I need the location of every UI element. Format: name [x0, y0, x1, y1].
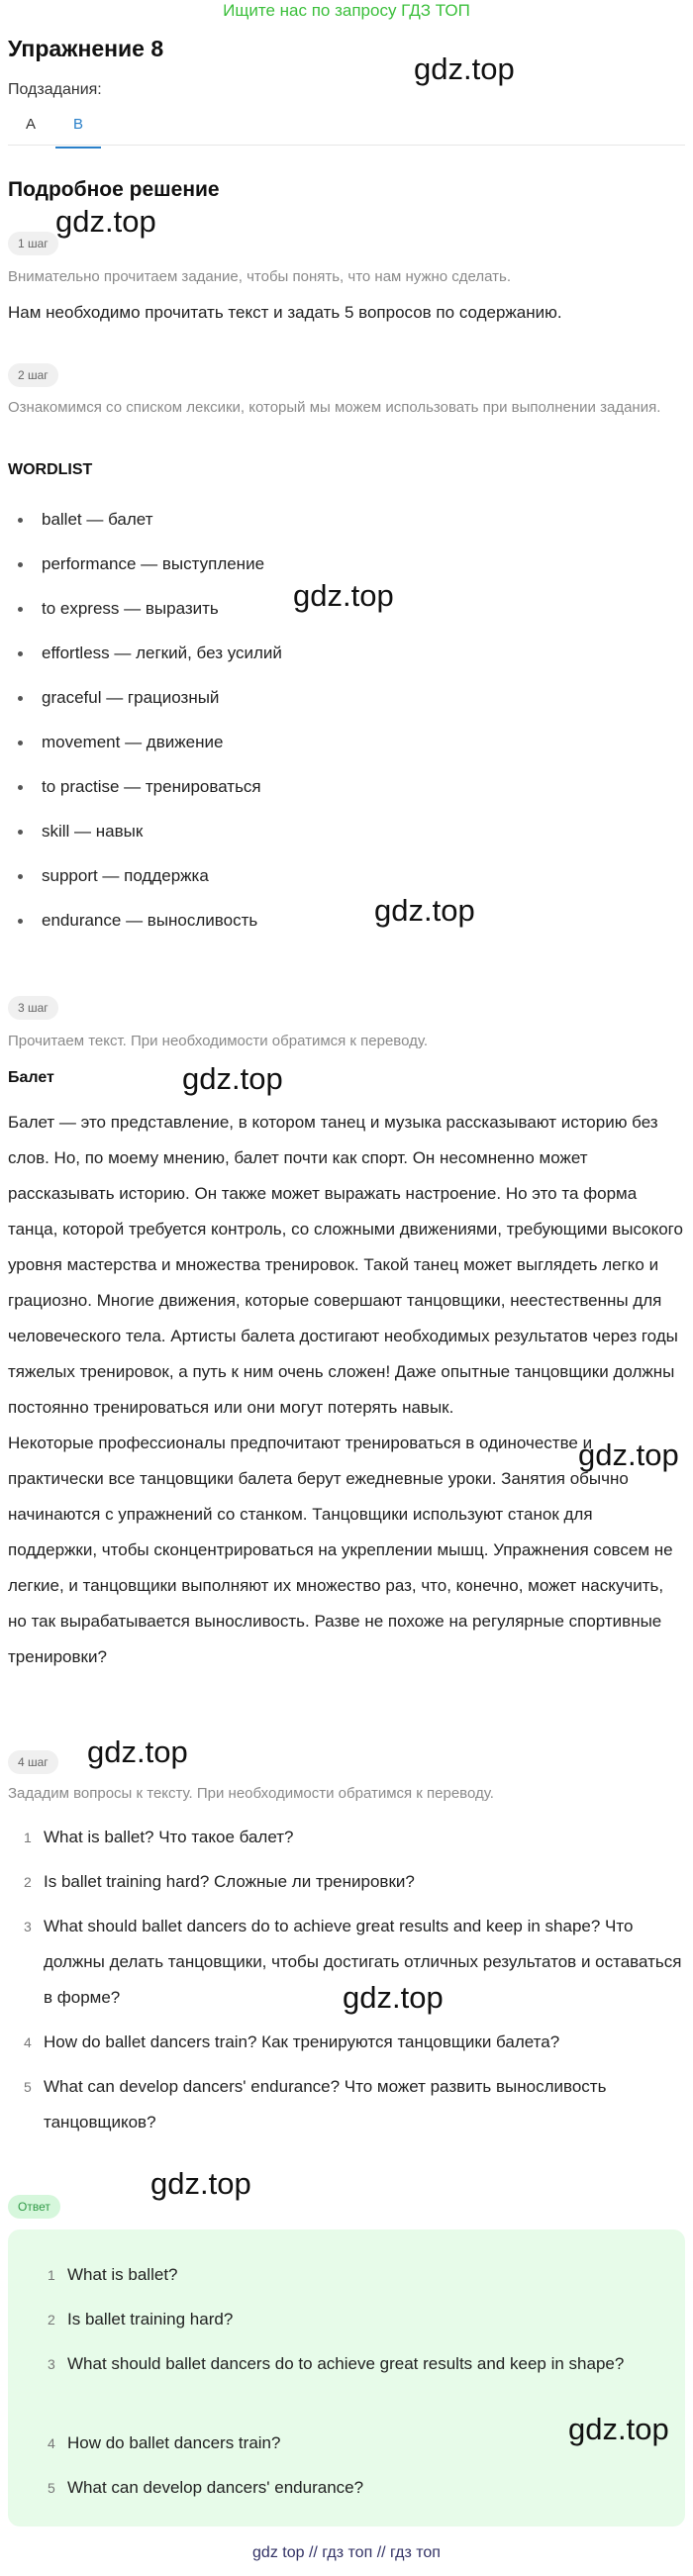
- wordlist-item: effortless — легкий, без усилий: [26, 641, 282, 666]
- bullet-icon: [18, 830, 23, 835]
- watermark: gdz.top: [578, 1437, 679, 1472]
- page-title: Упражнение 8: [8, 36, 164, 61]
- step-2-hint: Ознакомимся со списком лексики, который мы можем использовать при выполнении задания.: [8, 399, 661, 416]
- step-1-hint: Внимательно прочитаем задание, чтобы понять, что нам нужно сделать.: [8, 268, 512, 285]
- answer-item: 5 What can develop dancers' endurance?: [48, 2478, 364, 2497]
- tab-a[interactable]: A: [25, 116, 36, 133]
- step-4-badge: 4 шаг: [8, 1750, 58, 1774]
- question-item: 2 Is ballet training hard? Сложные ли тренировки?: [24, 1872, 415, 1891]
- top-banner[interactable]: Ищите нас по запросу ГДЗ ТОП: [223, 1, 470, 20]
- bullet-icon: [18, 607, 23, 612]
- wordlist-title: WORDLIST: [8, 461, 93, 478]
- answer-box: [8, 2229, 685, 2526]
- text-paragraph-2: Некоторые профессионалы предпочитают тренироваться в одиночестве и практически все танцовщики балета берут ежедневные уроки. Занятия обычно начинаются с упражнений со станком. Танцовщики используют станок для поддержки, чтобы сконцентрироваться на укреплении мышц. Упражнения совсем не легкие, и танцовщики выполняют их множество раз, что, конечно, может наскучить, но так вырабатывается выносливость. Разве не похоже на регулярные спортивные тренировки?: [8, 1434, 673, 1666]
- bullet-icon: [18, 785, 23, 790]
- bullet-icon: [18, 696, 23, 701]
- step-3-badge: 3 шаг: [8, 996, 58, 1020]
- step-1-text: Нам необходимо прочитать текст и задать 5 вопросов по содержанию.: [8, 303, 562, 322]
- answer-item: 3 What should ballet dancers do to achieve great results and keep in shape?: [48, 2354, 625, 2373]
- tab-b[interactable]: B: [55, 113, 101, 137]
- bullet-icon: [18, 874, 23, 879]
- question-item: 4 How do ballet dancers train? Как тренируются танцовщики балета?: [24, 2032, 560, 2051]
- watermark: gdz.top: [150, 2166, 251, 2201]
- text-paragraph-1: Балет — это представление, в котором танец и музыка рассказывают историю без слов. Но, по моему мнению, балет почти как спорт. Он несомненно может рассказывать историю. Он также может выражать настроение. Но это та форма танца, которой требуется контроль, со сложными движениями, требующими высокого уровня мастерства и множества тренировок. Такой танец может выглядеть легко и грациозно. Многие движения, которые совершают танцовщики, неестественны для человеческого тела. Артисты балета достигают необходимых результатов через годы тяжелых тренировок, а путь к ним очень сложен! Даже опытные танцовщики должны постоянно тренироваться или они могут потерять навык.: [8, 1113, 683, 1417]
- watermark: gdz.top: [55, 204, 156, 239]
- wordlist-item: support — поддержка: [26, 863, 209, 889]
- answer-badge: Ответ: [8, 2195, 60, 2219]
- answer-item: 1 What is ballet?: [48, 2265, 178, 2284]
- question-item: 5 What can develop dancers' endurance? Что может развить выносливость танцовщиков?: [24, 2077, 607, 2131]
- watermark: gdz.top: [182, 1061, 283, 1096]
- footer-links[interactable]: gdz top // гдз топ // гдз топ: [252, 2544, 441, 2561]
- wordlist-item: movement — движение: [26, 730, 223, 755]
- bullet-icon: [18, 741, 23, 745]
- bullet-icon: [18, 518, 23, 523]
- text-title: Балет: [8, 1069, 54, 1086]
- question-item: 3 What should ballet dancers do to achieve great results and keep in shape? Что должны делать танцовщики, чтобы достигать отличных результатов и оставаться в форме?: [24, 1917, 682, 2007]
- wordlist-item: endurance — выносливость: [26, 908, 257, 934]
- solution-title: Подробное решение: [8, 178, 220, 201]
- watermark: gdz.top: [293, 578, 394, 613]
- answer-item: 2 Is ballet training hard?: [48, 2310, 234, 2328]
- wordlist-item: skill — навык: [26, 819, 143, 844]
- text-body: [8, 1105, 685, 1675]
- bullet-icon: [18, 651, 23, 656]
- bullet-icon: [18, 919, 23, 924]
- wordlist-item: to express — выразить: [26, 596, 219, 622]
- answer-item: 4 How do ballet dancers train?: [48, 2433, 281, 2452]
- wordlist-item: ballet — балет: [26, 507, 152, 533]
- step-2-badge: 2 шаг: [8, 363, 58, 387]
- watermark: gdz.top: [414, 51, 515, 86]
- subtasks-label: Подзадания:: [8, 81, 102, 98]
- step-1-badge: 1 шаг: [8, 232, 58, 255]
- watermark: gdz.top: [374, 893, 475, 928]
- watermark: gdz.top: [343, 1980, 444, 2015]
- bullet-icon: [18, 562, 23, 567]
- wordlist-item: to practise — тренироваться: [26, 774, 261, 800]
- wordlist-item: performance — выступление: [26, 551, 264, 577]
- step-3-hint: Прочитаем текст. При необходимости обратимся к переводу.: [8, 1033, 429, 1049]
- wordlist-item: graceful — грациозный: [26, 685, 219, 711]
- watermark: gdz.top: [568, 2412, 669, 2446]
- subtask-tabs: [8, 105, 685, 146]
- step-4-hint: Зададим вопросы к тексту. При необходимости обратимся к переводу.: [8, 1785, 494, 1802]
- question-item: 1 What is ballet? Что такое балет?: [24, 1828, 294, 1846]
- watermark: gdz.top: [87, 1734, 188, 1769]
